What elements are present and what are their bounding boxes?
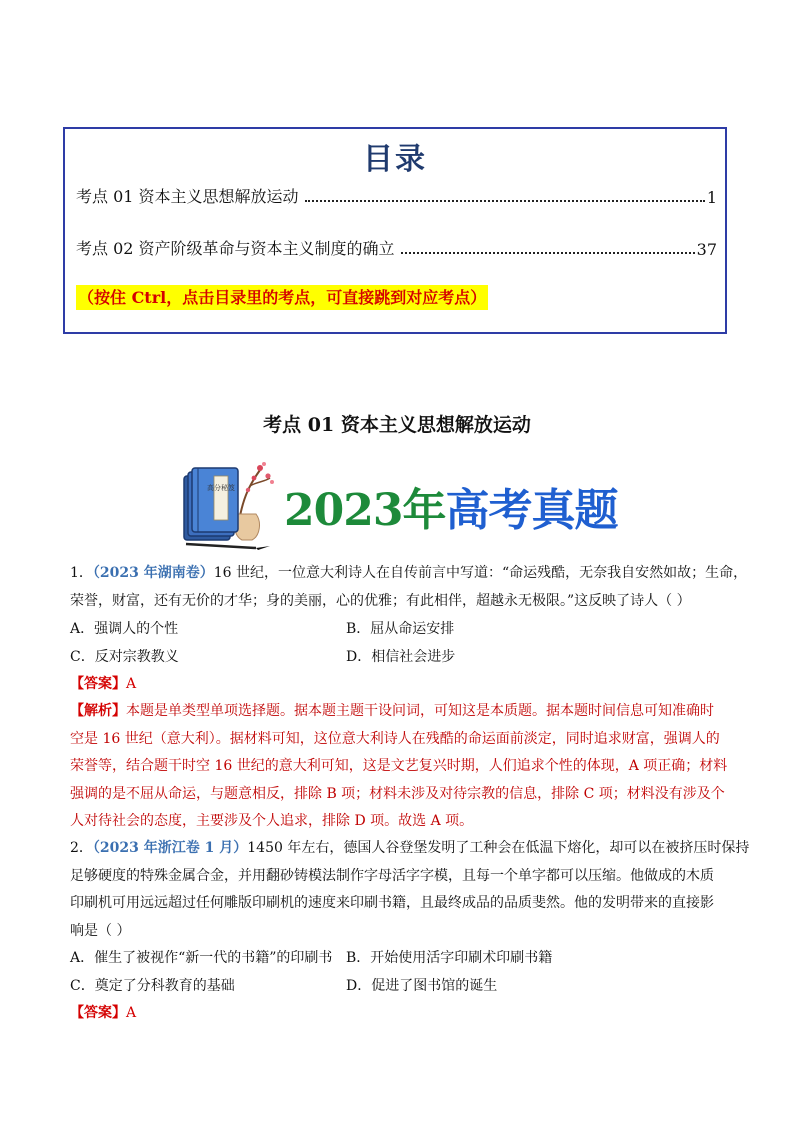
toc-leader-dots: [305, 199, 705, 202]
question-stem: 荣誉，财富，还有无价的才华；身的美丽，心的优雅；有此相伴，超越永无极限。”这反映了诗人（ ）: [70, 593, 691, 609]
question-source: （2023 年湖南卷）: [92, 565, 214, 581]
banner-title: [284, 474, 617, 538]
toc-box: [63, 127, 727, 334]
question-stem: 印刷机可用远远超过任何雕版印刷机的速度来印刷书籍，且最终成品的品质斐然。他的发明带来的直接影: [70, 895, 714, 911]
answer-value: A: [126, 676, 137, 692]
option-d: D．相信社会进步: [346, 649, 456, 665]
toc-item-label[interactable]: 考点 01 资本主义思想解放运动: [76, 187, 299, 206]
answer-tag: 【答案】: [70, 1005, 126, 1021]
analysis-line-1: [70, 698, 714, 725]
books-illustration: [178, 456, 278, 550]
toc-item-1[interactable]: [76, 181, 717, 207]
question-stem: 足够硬度的特殊金属合金，并用翻砂铸模法制作字母活字字模，且每一个单字都可以压缩。他做成的木质: [70, 868, 714, 884]
option-a: A．强调人的个性: [70, 621, 179, 637]
option-c: C．奠定了分科教育的基础: [70, 978, 235, 994]
section-title: 考点 01 资本主义思想解放运动: [263, 414, 531, 436]
toc-hint: （按住 Ctrl，点击目录里的考点，可直接跳到对应考点）: [76, 285, 488, 310]
option-b: B．屈从命运安排: [346, 621, 455, 637]
question-stem: 响是（ ）: [70, 923, 131, 939]
answer-line: [70, 1000, 136, 1027]
option-d: D．促进了图书馆的诞生: [346, 978, 498, 994]
answer-value: A: [126, 1005, 137, 1021]
answer-line: [70, 671, 136, 698]
option-b: B．开始使用活字印刷术印刷书籍: [346, 950, 553, 966]
analysis-text: 强调的是不屈从命运，与题意相反，排除 B 项；材料未涉及对待宗教的信息，排除 C 项；材料没有涉及个: [70, 786, 725, 802]
toc-item-2[interactable]: [76, 233, 717, 259]
analysis-text: 荣誉等，结合题干时空 16 世纪的意大利可知，这是文艺复兴时期，人们追求个性的体现，A 项正确；材料: [70, 758, 728, 774]
analysis-text: 人对待社会的态度，主要涉及个人追求，排除 D 项。故选 A 项。: [70, 813, 474, 829]
question-number: 2．: [70, 840, 93, 856]
banner-heading: 高考真题: [445, 485, 618, 536]
book-label: 高分秘笈: [207, 484, 235, 492]
toc-title: 目录: [363, 142, 427, 177]
analysis-tag: 【解析】: [70, 703, 126, 719]
question-source: （2023 年浙江卷 1 月）: [92, 840, 248, 856]
question-2-line-1: [70, 835, 749, 862]
option-a: A．催生了被视作“新一代的书籍”的印刷书: [70, 950, 333, 966]
question-number: 1．: [70, 565, 93, 581]
answer-tag: 【答案】: [70, 676, 126, 692]
toc-leader-dots: [401, 251, 695, 254]
option-c: C．反对宗教教义: [70, 649, 179, 665]
analysis-text: 本题是单类型单项选择题。据本题主题干设问词，可知这是本质题。据本题时间信息可知准确时: [126, 703, 714, 719]
analysis-text: 空是 16 世纪（意大利）。据材料可知，这位意大利诗人在残酷的命运面前淡定，同时追求财富，强调人的: [70, 731, 720, 747]
banner-year: 2023年: [284, 485, 446, 536]
question-stem: 16 世纪，一位意大利诗人在自传前言中写道：“命运残酷，无奈我自安然如故；生命，: [213, 565, 748, 581]
question-1-line-1: [70, 560, 747, 587]
toc-item-page[interactable]: 1: [706, 188, 717, 207]
toc-item-page[interactable]: 37: [696, 240, 717, 259]
question-stem: 1450 年左右，德国人谷登堡发明了工种会在低温下熔化，却可以在被挤压时保持: [247, 840, 750, 856]
toc-item-label[interactable]: 考点 02 资产阶级革命与资本主义制度的确立: [76, 239, 395, 258]
